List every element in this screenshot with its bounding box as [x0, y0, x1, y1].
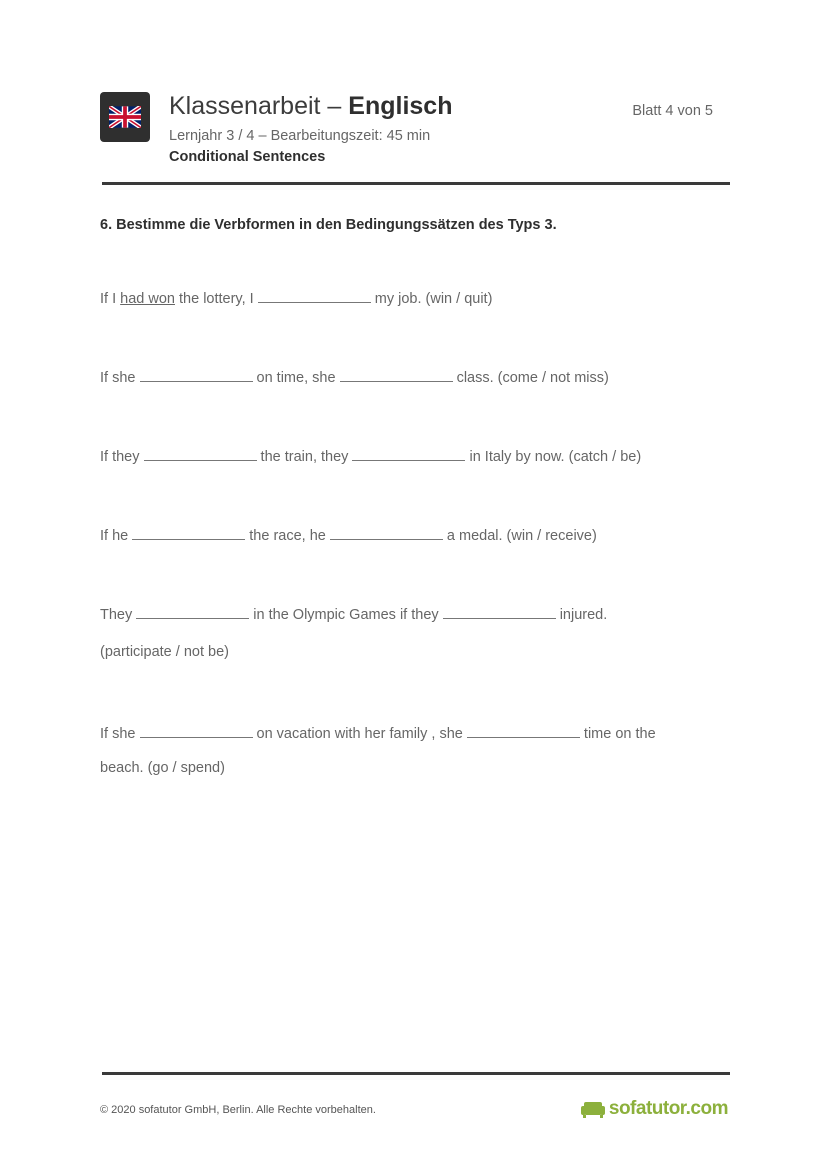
topic-title: Conditional Sentences [169, 149, 326, 165]
sentence-6: If she on vacation with her family , she time on the [100, 723, 656, 742]
sentence-5: They in the Olympic Games if they injured. [100, 604, 607, 623]
header-divider [102, 182, 730, 185]
answer-blank[interactable] [132, 525, 245, 540]
sentence-1: If I had won the lottery, I my job. (win / quit) [100, 288, 492, 307]
page-subtitle: Lernjahr 3 / 4 – Bearbeitungszeit: 45 min [169, 128, 431, 144]
sentence-2: If she on time, she class. (come / not miss) [100, 367, 609, 386]
sheet-number: Blatt 4 von 5 [632, 103, 713, 119]
answer-blank[interactable] [140, 723, 253, 738]
example-answer: had won [120, 291, 175, 307]
answer-blank[interactable] [136, 604, 249, 619]
answer-blank[interactable] [340, 367, 453, 382]
answer-blank[interactable] [352, 446, 465, 461]
answer-blank[interactable] [467, 723, 580, 738]
title-subject: Englisch [348, 92, 453, 120]
answer-blank[interactable] [140, 367, 253, 382]
answer-blank[interactable] [258, 288, 371, 303]
footer-divider [102, 1072, 730, 1075]
answer-blank[interactable] [443, 604, 556, 619]
copyright-text: © 2020 sofatutor GmbH, Berlin. Alle Rechte vorbehalten. [100, 1104, 376, 1116]
uk-flag-svg [109, 106, 141, 128]
title-light: Klassenarbeit – [169, 92, 349, 120]
answer-blank[interactable] [144, 446, 257, 461]
logo-text: sofatutor.com [608, 1098, 728, 1119]
sentence-3: If they the train, they in Italy by now. (catch / be) [100, 446, 641, 465]
uk-flag-icon [100, 92, 150, 142]
answer-blank[interactable] [330, 525, 443, 540]
task-heading: 6. Bestimme die Verbformen in den Bedingungssätzen des Typs 3. [100, 217, 557, 233]
sofatutor-logo [581, 1098, 728, 1120]
sentence-4: If he the race, he a medal. (win / receive) [100, 525, 597, 544]
sentence-5-hint: (participate / not be) [100, 644, 229, 660]
sofa-icon [581, 1099, 605, 1119]
page-title [169, 92, 452, 121]
sentence-6-hint: beach. (go / spend) [100, 760, 225, 776]
